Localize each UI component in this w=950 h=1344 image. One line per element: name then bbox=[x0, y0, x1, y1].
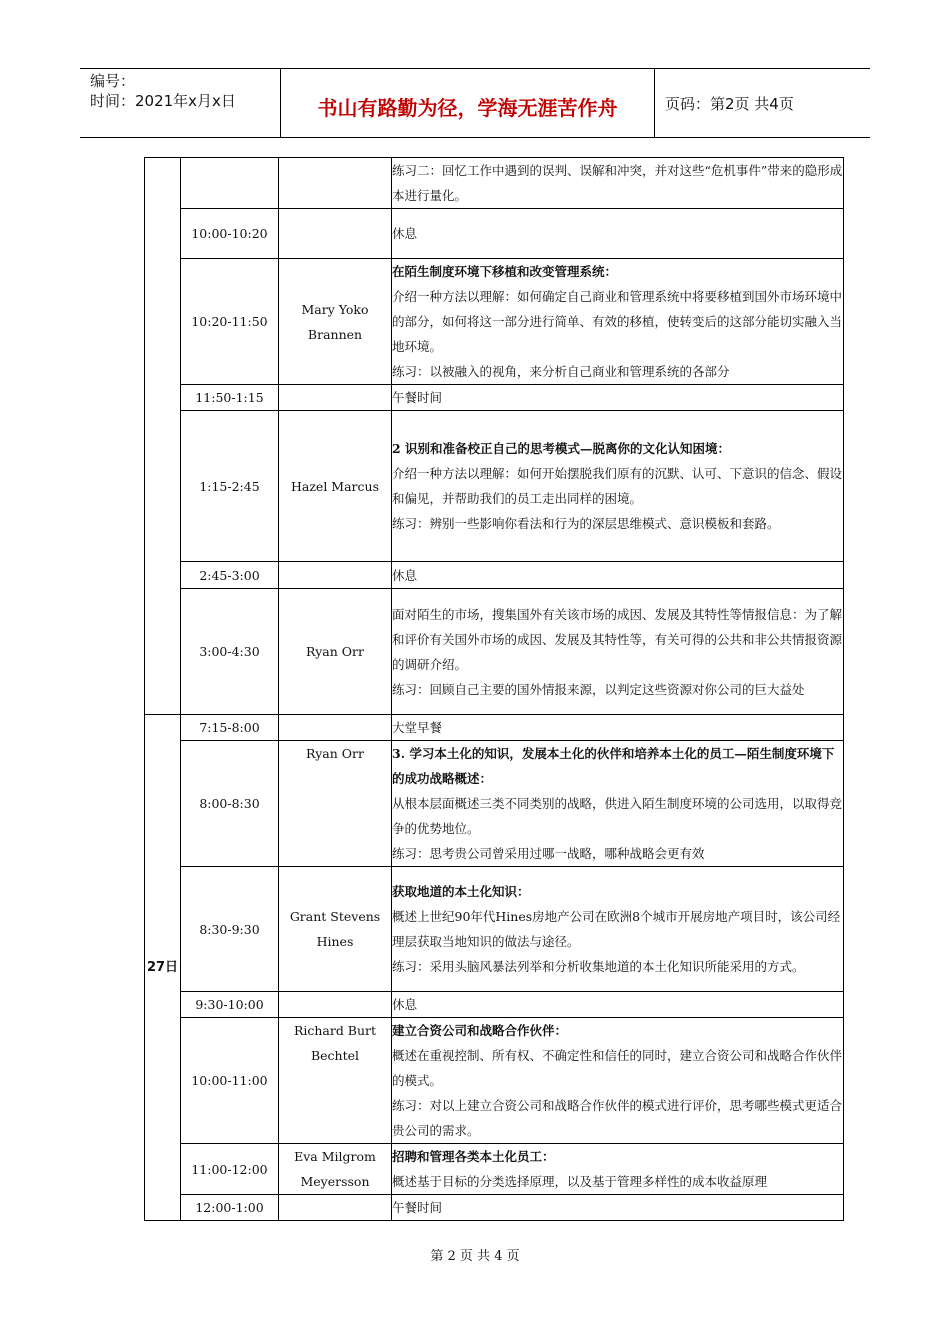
session-title: 3. 学习本土化的知识，发展本土化的伙伴和培养本土化的员工—陌生制度环境下的成功战略概述： bbox=[392, 746, 835, 786]
session-paragraph: 面对陌生的市场，搜集国外有关该市场的成因、发展及其特性等情报信息：为了解和评价有关国外市场的成因、发展及其特性等，有关可得的公共和非公共情报资源的调研介绍。 bbox=[392, 606, 843, 672]
session-paragraph: 练习：对以上建立合资公司和战略合作伙伴的模式进行评价，思考哪些模式更适合贵公司的需求。 bbox=[392, 1098, 843, 1138]
time-cell: 1:15-2:45 bbox=[181, 411, 279, 562]
table-row bbox=[145, 867, 844, 992]
speaker-cell: Hazel Marcus bbox=[279, 411, 392, 562]
time-cell: 8:30-9:30 bbox=[181, 867, 279, 992]
time-cell: 7:15-8:00 bbox=[181, 715, 279, 741]
session-paragraph: 休息 bbox=[392, 567, 418, 583]
day-cell bbox=[145, 158, 181, 715]
day-cell: 27日 bbox=[145, 715, 181, 1221]
speaker-cell: Mary Yoko Brannen bbox=[279, 259, 392, 385]
session-paragraph: 练习：思考贵公司曾采用过哪一战略，哪种战略会更有效 bbox=[392, 846, 705, 861]
speaker-cell: Ryan Orr bbox=[279, 589, 392, 715]
time-cell bbox=[181, 158, 279, 209]
session-title: 招聘和管理各类本土化员工： bbox=[392, 1149, 555, 1164]
schedule-table bbox=[144, 157, 844, 1221]
speaker-cell bbox=[279, 992, 392, 1018]
time-cell: 11:50-1:15 bbox=[181, 385, 279, 411]
time-cell: 10:20-11:50 bbox=[181, 259, 279, 385]
speaker-cell: Grant Stevens Hines bbox=[279, 867, 392, 992]
table-row bbox=[145, 715, 844, 741]
session-title: 在陌生制度环境下移植和改变管理系统： bbox=[392, 264, 618, 279]
page-footer: 第 2 页 共 4 页 bbox=[430, 1249, 520, 1264]
content-cell bbox=[392, 562, 844, 589]
table-row bbox=[145, 1144, 844, 1195]
table-row bbox=[145, 1195, 844, 1221]
session-paragraph: 概述上世纪90年代Hines房地产公司在欧洲8个城市开展房地产项目时，该公司经理层获取当地知识的做法与途径。 bbox=[392, 909, 841, 949]
speaker-cell bbox=[279, 562, 392, 589]
speaker-cell bbox=[279, 1195, 392, 1221]
table-row bbox=[145, 385, 844, 411]
session-title: 获取地道的本土化知识： bbox=[392, 884, 530, 899]
time-cell: 8:00-8:30 bbox=[181, 741, 279, 867]
time-cell: 2:45-3:00 bbox=[181, 562, 279, 589]
header-meta bbox=[80, 69, 281, 137]
content-cell bbox=[392, 411, 844, 562]
session-paragraph: 概述基于目标的分类选择原理，以及基于管理多样性的成本收益原理 bbox=[392, 1174, 768, 1189]
speaker-cell bbox=[279, 209, 392, 259]
time-cell: 10:00-11:00 bbox=[181, 1018, 279, 1144]
session-paragraph: 练习：以被融入的视角，来分析自己商业和管理系统的各部分 bbox=[392, 364, 730, 379]
content-cell bbox=[392, 385, 844, 411]
table-row bbox=[145, 158, 844, 209]
content-cell bbox=[392, 1144, 844, 1195]
session-paragraph: 练习：回顾自己主要的国外情报来源，以判定这些资源对你公司的巨大益处 bbox=[392, 681, 805, 697]
time-cell: 3:00-4:30 bbox=[181, 589, 279, 715]
content-cell bbox=[392, 158, 844, 209]
table-row bbox=[145, 259, 844, 385]
table-row bbox=[145, 1018, 844, 1144]
session-paragraph: 休息 bbox=[392, 997, 418, 1012]
session-paragraph: 介绍一种方法以理解：如何确定自己商业和管理系统中将要移植到国外市场环境中的部分，如何将这一部分进行简单、有效的移植，使转变后的这部分能切实融入当地环境。 bbox=[392, 289, 843, 354]
session-paragraph: 概述在重视控制、所有权、不确定性和信任的同时，建立合资公司和战略合作伙伴的模式。 bbox=[392, 1048, 843, 1088]
speaker-cell: Ryan Orr bbox=[279, 741, 392, 867]
table-row bbox=[145, 589, 844, 715]
content-cell bbox=[392, 992, 844, 1018]
table-row bbox=[145, 209, 844, 259]
table-row bbox=[145, 992, 844, 1018]
table-row bbox=[145, 562, 844, 589]
session-paragraph: 练习：采用头脑风暴法列举和分析收集地道的本土化知识所能采用的方式。 bbox=[392, 959, 805, 974]
session-paragraph: 午餐时间 bbox=[392, 1200, 443, 1215]
session-paragraph: 午餐时间 bbox=[392, 390, 443, 405]
content-cell bbox=[392, 715, 844, 741]
table-row bbox=[145, 411, 844, 562]
time-cell: 11:00-12:00 bbox=[181, 1144, 279, 1195]
session-paragraph: 大堂早餐 bbox=[392, 720, 443, 735]
content-cell bbox=[392, 741, 844, 867]
table-row bbox=[145, 741, 844, 867]
page-header bbox=[80, 68, 870, 138]
time-cell: 9:30-10:00 bbox=[181, 992, 279, 1018]
speaker-cell bbox=[279, 158, 392, 209]
content-cell bbox=[392, 209, 844, 259]
speaker-cell: Eva Milgrom Meyersson bbox=[279, 1144, 392, 1195]
content-cell bbox=[392, 1018, 844, 1144]
time-cell: 10:00-10:20 bbox=[181, 209, 279, 259]
number-label: 编号： bbox=[90, 72, 136, 90]
content-cell bbox=[392, 589, 844, 715]
header-motto: 书山有路勤为径，学海无涯苦作舟 bbox=[281, 69, 655, 137]
date-label: 时间：2021年x月x日 bbox=[90, 92, 236, 110]
content-cell bbox=[392, 1195, 844, 1221]
session-title: 2 识别和准备校正自己的思考模式—脱离你的文化认知困境： bbox=[392, 441, 731, 456]
session-title: 建立合资公司和战略合作伙伴： bbox=[392, 1023, 568, 1038]
time-cell: 12:00-1:00 bbox=[181, 1195, 279, 1221]
speaker-cell bbox=[279, 715, 392, 741]
header-page-label: 页码：第2页 共4页 bbox=[665, 94, 794, 113]
content-cell bbox=[392, 259, 844, 385]
session-paragraph: 休息 bbox=[392, 226, 418, 241]
session-paragraph: 从根本层面概述三类不同类别的战略，供进入陌生制度环境的公司选用，以取得竞争的优势地位。 bbox=[392, 796, 843, 836]
session-paragraph: 介绍一种方法以理解：如何开始摆脱我们原有的沉默、认可、下意识的信念、假设和偏见，并帮助我们的员工走出同样的困境。 bbox=[392, 466, 843, 506]
content-cell bbox=[392, 867, 844, 992]
speaker-cell: Richard Burt Bechtel bbox=[279, 1018, 392, 1144]
session-paragraph: 练习：辨别一些影响你看法和行为的深层思维模式、意识模板和套路。 bbox=[392, 516, 780, 531]
session-paragraph: 练习二：回忆工作中遇到的误判、误解和冲突，并对这些“危机事件”带来的隐形成本进行量化。 bbox=[392, 163, 843, 203]
speaker-cell bbox=[279, 385, 392, 411]
